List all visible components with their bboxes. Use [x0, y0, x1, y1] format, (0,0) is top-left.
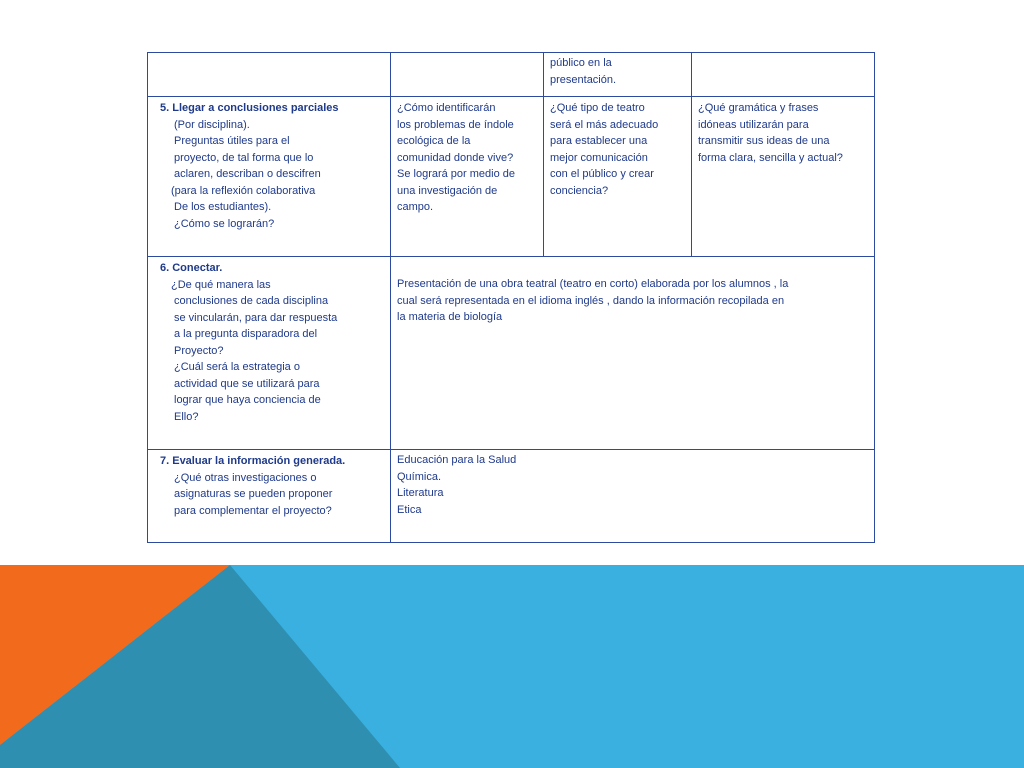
row7-content-line: Etica	[397, 503, 422, 516]
row7-line: para complementar el proyecto?	[174, 504, 332, 517]
cell-row7-question	[148, 450, 391, 543]
row6-line: actividad que se utilizará para	[174, 377, 320, 390]
table-row-5	[148, 97, 875, 257]
cell-top-col4	[692, 53, 875, 97]
cell-row7-content	[391, 450, 875, 543]
row5-col2-text: ¿Cómo identificarán los problemas de índole ecológica de la comunidad donde vive? Se logrará por medio de una investigación de campo.	[397, 102, 516, 213]
row7-content-line: Literatura	[397, 487, 444, 499]
row6-title: 6. Conectar.	[160, 262, 223, 274]
row6-line: ¿Cuál será la estrategia o	[174, 361, 300, 373]
row6-line: se vincularán, para dar respuesta	[174, 311, 338, 324]
row5-col4-text: ¿Qué gramática y frases idóneas utilizarán para transmitir sus ideas de una forma clara, sencilla y actual?	[698, 102, 843, 164]
row5-line: ¿Cómo se lograrán?	[174, 217, 275, 230]
row5-line: (para la reflexión colaborativa	[171, 184, 316, 197]
row7-title: 7. Evaluar la información generada.	[160, 455, 346, 467]
cell-top-col1	[148, 53, 391, 97]
decorative-bottom-band	[0, 565, 1024, 768]
cell-top-col2	[391, 53, 544, 97]
cell-top-col3	[544, 53, 692, 97]
row6-line: a la pregunta disparadora del	[174, 328, 318, 340]
row7-content-line: Educación para la Salud	[397, 454, 517, 466]
top-col3-text: público en la presentación.	[550, 57, 617, 86]
project-table	[147, 52, 875, 543]
row5-line: aclaren, describan o descifren	[174, 168, 321, 180]
row7-content-line: Química.	[397, 470, 442, 483]
row6-line: lograr que haya conciencia de	[174, 394, 321, 406]
row7-line: ¿Qué otras investigaciones o	[174, 471, 317, 484]
table-row-7	[148, 450, 875, 543]
row6-line: Proyecto?	[174, 344, 224, 357]
cell-row5-col3	[544, 97, 692, 257]
row5-line: proyecto, de tal forma que lo	[174, 151, 314, 164]
row5-line: Preguntas útiles para el	[174, 135, 290, 147]
cell-row6-question	[148, 257, 391, 450]
cell-row6-content	[391, 257, 875, 450]
row6-line: ¿De qué manera las	[171, 278, 271, 291]
cell-row5-col2	[391, 97, 544, 257]
table-row-6	[148, 257, 875, 450]
cell-row5-col4	[692, 97, 875, 257]
decorative-shapes	[0, 565, 1024, 768]
row7-line: asignaturas se pueden proponer	[174, 488, 333, 500]
row5-line: (Por disciplina).	[174, 118, 250, 131]
row5-line: De los estudiantes).	[174, 201, 272, 213]
row6-line: Ello?	[174, 410, 199, 423]
row5-col3-text: ¿Qué tipo de teatro será el más adecuado para establecer una mejor comunicación con el público y crear conciencia?	[550, 102, 659, 197]
table-row-top	[148, 53, 875, 97]
cell-row5-question	[148, 97, 391, 257]
row6-line: conclusiones de cada disciplina	[174, 295, 329, 307]
row5-title: 5. Llegar a conclusiones parciales	[160, 102, 339, 114]
row6-content-text: Presentación de una obra teatral (teatro en corto) elaborada por los alumnos , la cual será representada en el idioma inglés , dando la información recopilada en la materia de biología	[397, 278, 789, 323]
